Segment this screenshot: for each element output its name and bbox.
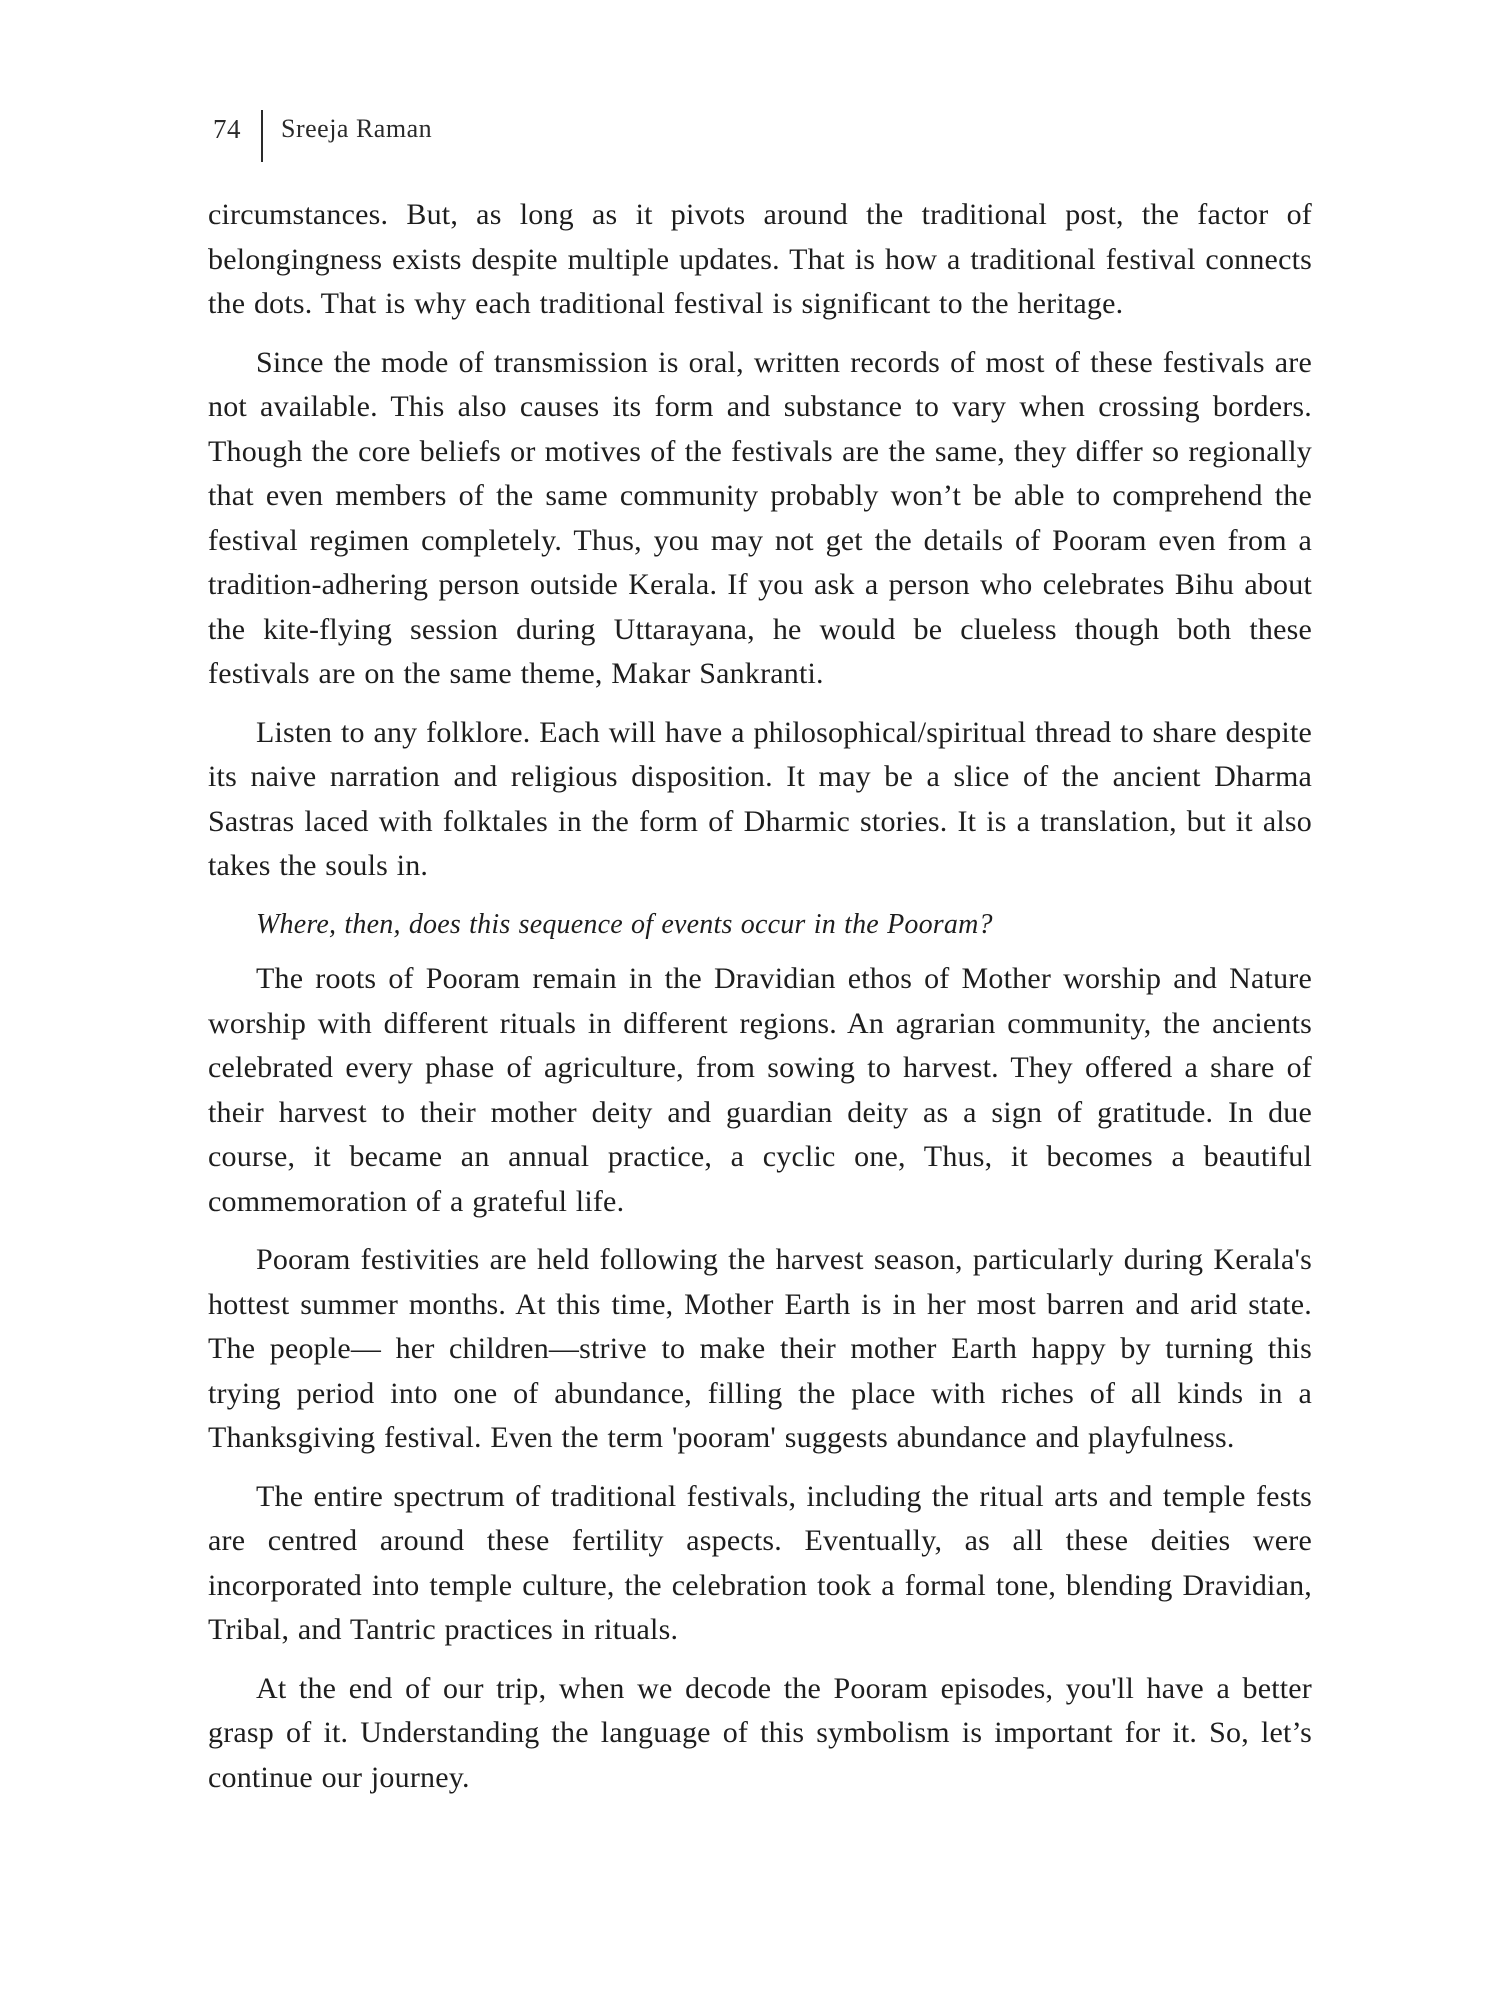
paragraph: Pooram festivities are held following the harvest season, particularly during Kerala's hottest summer months. At this time, Mother Earth is in her most barren and arid state. The people— her children—strive to make their mother Earth happy by turning this trying period into one of abundance, filling the place with riches of all kinds in a Thanksgiving festival. Even the term 'pooram' suggests abundance and playfulness. (208, 1243, 1312, 1454)
paragraph: The roots of Pooram remain in the Dravidian ethos of Mother worship and Nature worship with different rituals in different regions. An agrarian community, the ancients celebrated every phase of agriculture, from sowing to harvest. They offered a share of their harvest to their mother deity and guardian deity as a sign of gratitude. In due course, it became an annual practice, a cyclic one, Thus, it becomes a beautiful commemoration of a grateful life. (208, 962, 1312, 1218)
paragraph: The entire spectrum of traditional festivals, including the ritual arts and temple fests are centred around these fertility aspects. Eventually, as all these deities were incorporated into temple culture, the celebration took a formal tone, blending Dravidian, Tribal, and Tantric practices in rituals. (208, 1479, 1312, 1646)
paragraph: Since the mode of transmission is oral, written records of most of these festivals are not available. This also causes its form and substance to vary when crossing borders. Though the core beliefs or motives of the festivals are the same, they differ so regionally that even members of the same community probably won’t be able to comprehend the festival regimen completely. Thus, you may not get the details of Pooram even from a tradition-adhering person outside Kerala. If you ask a person who celebrates Bihu about the kite-flying session during Uttarayana, he would be clueless though both these festivals are on the same theme, Makar Sankranti. (208, 345, 1312, 690)
paragraph-continued: circumstances. But, as long as it pivots around the traditional post, the factor of belongingness exists despite multiple updates. That is how a traditional festival connects the dots. That is why each traditional festival is significant to the heritage. (208, 198, 1312, 320)
paragraph: Listen to any folklore. Each will have a philosophical/spiritual thread to share despite its naive narration and religious disposition. It may be a slice of the ancient Dharma Sastras laced with folktales in the form of Dharmic stories. It is a translation, but it also takes the souls in. (208, 715, 1312, 882)
running-header (213, 110, 432, 166)
author-name: Sreeja Raman (281, 114, 433, 143)
paragraph: At the end of our trip, when we decode the Pooram episodes, you'll have a better grasp of it. Understanding the language of this symbolism is important for it. So, let’s continue our journey. (208, 1671, 1312, 1794)
page-number: 74 (213, 114, 241, 144)
header-divider (261, 110, 263, 162)
body-text (208, 193, 1312, 1814)
italic-question: Where, then, does this sequence of events occur in the Pooram? (256, 908, 993, 940)
